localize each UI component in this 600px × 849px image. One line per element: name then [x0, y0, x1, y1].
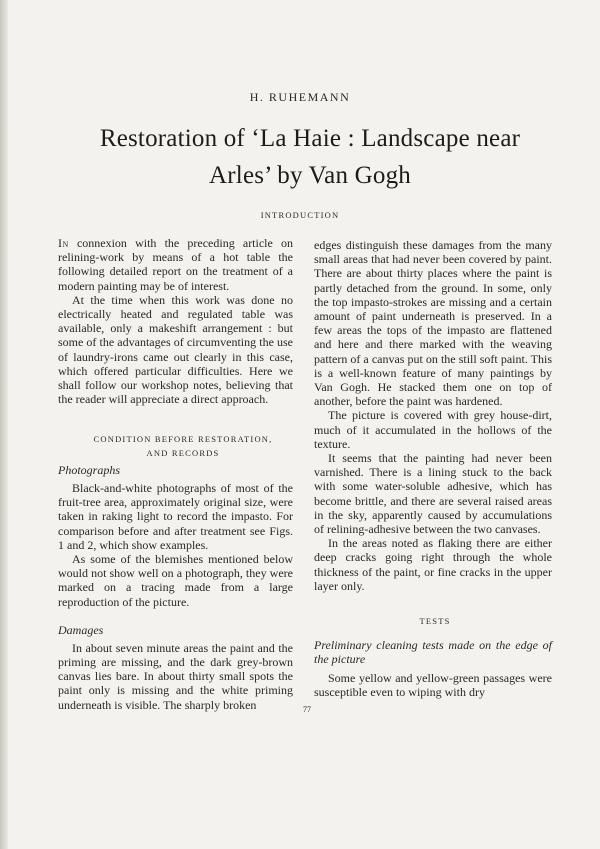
left-column [58, 236, 293, 406]
photographs-paragraph-1: Black-and-white photographs of most of the fruit-tree area, approximately original size, were taken in raking light to record the impasto. For comparison before and after treatment see Figs. 1 and 2, which show examples. [58, 481, 293, 552]
article-title [60, 120, 560, 194]
damages-subheading: Damages [58, 622, 104, 637]
title-line-2: Arles’ by Van Gogh [209, 162, 411, 189]
title-line-1: Restoration of ‘La Haie : Landscape near [99, 125, 521, 152]
condition-heading [78, 432, 288, 460]
right-paragraph-3: It seems that the painting had never been varnished. There is a lining stuck to the back with some water-soluble adhesive, which has become brittle, and there are several raised areas in the sky, apparently caused by accumulations of relining-adhesive between the two canvases. [314, 451, 552, 537]
right-paragraph-1: edges distinguish these damages from the many small areas that had never been covered by paint. There are about thirty places where the paint is partly detached from the ground. In some, only the top impasto-strokes are missing and a certain amount of paint underneath is preserved. In a few areas the tops of the impasto are flattened and here and there marked with the weaving pattern of a canvas put on the still soft paint. This is a well-known feature of many paintings by Van Gogh. He stacked them one on top of another, before the paint was hardened. [314, 238, 552, 409]
intro-paragraph-1-text: connexion with the preceding article on relining-work by means of a hot table the following detailed report on the treatment of a modern painting may be of interest. [58, 236, 293, 293]
condition-heading-line-2: AND RECORDS [146, 448, 220, 458]
left-column-condition [58, 463, 293, 712]
introduction-heading: INTRODUCTION [260, 210, 340, 220]
right-column [314, 238, 552, 593]
tests-paragraph-1: Some yellow and yellow-green passages were susceptible even to wiping with dry [314, 671, 552, 700]
photographs-subheading: Photographs [58, 463, 121, 477]
intro-lead-word: In [58, 236, 69, 250]
right-column-tests [314, 638, 552, 699]
page-number: 77 [303, 705, 311, 714]
page-edge-shadow [0, 0, 8, 849]
tests-heading: TESTS [419, 616, 451, 626]
condition-heading-line-1: CONDITION BEFORE RESTORATION, [93, 434, 273, 444]
tests-subheading: Preliminary cleaning tests made on the edge of the picture [314, 638, 552, 666]
right-paragraph-2: The picture is covered with grey house-dirt, much of it accumulated in the hollows of the texture. [314, 408, 552, 451]
right-paragraph-4: In the areas noted as flaking there are either deep cracks going right through the whole thickness of the paint, or fine cracks in the upper layer only. [314, 536, 552, 593]
damages-paragraph-1: In about seven minute areas the paint and the priming are missing, and the dark grey-brown canvas lies bare. In about thirty small spots the paint only is missing and the white priming underneath is visible. The sharply broken [58, 640, 293, 712]
author-name: H. RUHEMANN [249, 90, 351, 104]
photographs-paragraph-2: As some of the blemishes mentioned below would not show well on a photograph, they were marked on a tracing made from a large reproduction of the picture. [58, 552, 293, 609]
intro-paragraph-1 [58, 236, 293, 293]
intro-paragraph-2: At the time when this work was done no electrically heated and regulated table was available, only a makeshift arrangement : but some of the advantages of circumventing the use of laundry-irons came out clearly in this case, which offered particular difficulties. Here we shall follow our workshop notes, believing that the reader will appreciate a direct approach. [58, 292, 293, 407]
